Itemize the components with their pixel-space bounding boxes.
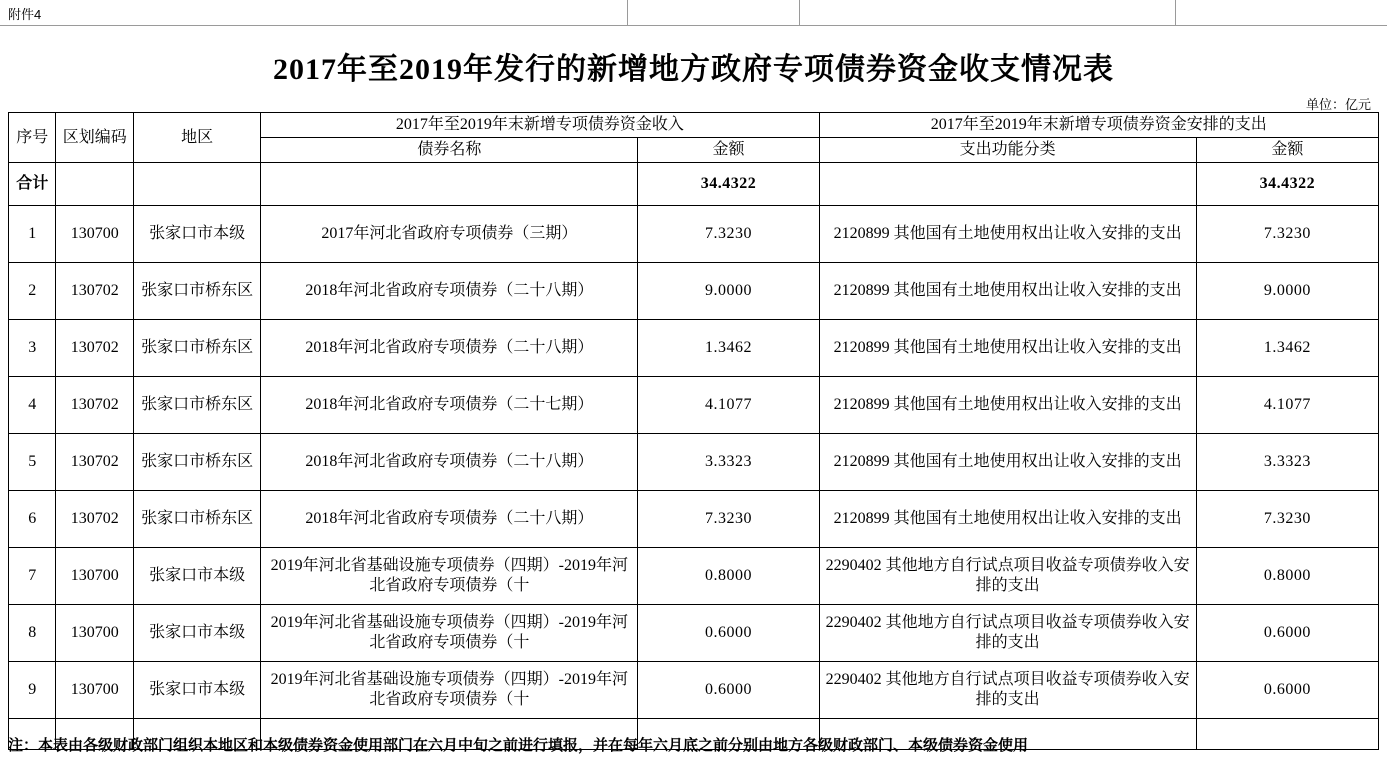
cell-code: 130702: [56, 320, 134, 377]
cell-seq: 8: [9, 605, 56, 662]
cell-code: 130700: [56, 662, 134, 719]
cell-seq: 4: [9, 377, 56, 434]
header-bond-name: 债券名称: [261, 138, 638, 163]
cell-bond-name: 2018年河北省政府专项债券（二十八期）: [261, 263, 638, 320]
cell-income-amount: 7.3230: [638, 206, 819, 263]
cell-income-amount: 0.6000: [638, 605, 819, 662]
cell-expense-amount: 9.0000: [1196, 263, 1378, 320]
cell-region: 张家口市桥东区: [134, 320, 261, 377]
cell-seq: 6: [9, 491, 56, 548]
cell-func-class: 2290402 其他地方自行试点项目收益专项债券收入安排的支出: [819, 548, 1196, 605]
cell-seq: 2: [9, 263, 56, 320]
cell-func-class: 2290402 其他地方自行试点项目收益专项债券收入安排的支出: [819, 605, 1196, 662]
table-row: [9, 377, 1379, 434]
total-code: [56, 163, 134, 206]
cell-expense-amount: 7.3230: [1196, 491, 1378, 548]
bond-funds-table: [8, 112, 1379, 750]
cell-income-amount: 0.8000: [638, 548, 819, 605]
cell-func-class: 2120899 其他国有土地使用权出让收入安排的支出: [819, 206, 1196, 263]
table-row: [9, 263, 1379, 320]
table-row: [9, 434, 1379, 491]
table-row: [9, 206, 1379, 263]
total-bond-name: [261, 163, 638, 206]
cell-seq: 3: [9, 320, 56, 377]
cell-func-class: 2290402 其他地方自行试点项目收益专项债券收入安排的支出: [819, 662, 1196, 719]
cell-bond-name: 2018年河北省政府专项债券（二十八期）: [261, 320, 638, 377]
cell-expense-amount: 0.6000: [1196, 662, 1378, 719]
cell-code: 130702: [56, 263, 134, 320]
total-income-amount: 34.4322: [638, 163, 819, 206]
header-expense-amount: 金额: [1196, 138, 1378, 163]
table-row: [9, 491, 1379, 548]
cell-func-class: 2120899 其他国有土地使用权出让收入安排的支出: [819, 491, 1196, 548]
cell-region: 张家口市本级: [134, 605, 261, 662]
cell-bond-name: 2018年河北省政府专项债券（二十八期）: [261, 491, 638, 548]
cell-expense-amount: 1.3462: [1196, 320, 1378, 377]
page-title: 2017年至2019年发行的新增地方政府专项债券资金收支情况表: [273, 53, 1114, 86]
cell-income-amount: 3.3323: [638, 434, 819, 491]
cell-region: 张家口市桥东区: [134, 263, 261, 320]
cell-expense-amount: 4.1077: [1196, 377, 1378, 434]
total-label: 合计: [9, 163, 56, 206]
cell-seq: 9: [9, 662, 56, 719]
cell-expense-amount: 0.6000: [1196, 605, 1378, 662]
table-row: [9, 548, 1379, 605]
cell-code: 130700: [56, 605, 134, 662]
cell-income-amount: 0.6000: [638, 662, 819, 719]
total-region: [134, 163, 261, 206]
cell-income-amount: 9.0000: [638, 263, 819, 320]
cell-bond-name: 2019年河北省基础设施专项债券（四期）-2019年河北省政府专项债券（十: [261, 548, 638, 605]
attachment-label: 附件4: [8, 7, 42, 22]
table-header: [9, 113, 1379, 163]
cell-expense-amount: 7.3230: [1196, 206, 1378, 263]
table-row: [9, 662, 1379, 719]
cell-bond-name: 2017年河北省政府专项债券（三期）: [261, 206, 638, 263]
cell-func-class: 2120899 其他国有土地使用权出让收入安排的支出: [819, 377, 1196, 434]
cell-func-class: 2120899 其他国有土地使用权出让收入安排的支出: [819, 263, 1196, 320]
cell-region: 张家口市桥东区: [134, 434, 261, 491]
cell-code: 130702: [56, 377, 134, 434]
total-expense-amount: 34.4322: [1196, 163, 1378, 206]
cell-seq: 5: [9, 434, 56, 491]
cell-region: 张家口市桥东区: [134, 377, 261, 434]
cell-region: 张家口市桥东区: [134, 491, 261, 548]
table-row: [9, 605, 1379, 662]
cell-seq: 1: [9, 206, 56, 263]
header-func-class: 支出功能分类: [819, 138, 1196, 163]
cell-expense-amount: 0.8000: [1196, 548, 1378, 605]
cell-expense-amount: 3.3323: [1196, 434, 1378, 491]
cell-bond-name: 2018年河北省政府专项债券（二十八期）: [261, 434, 638, 491]
cell-func-class: 2120899 其他国有土地使用权出让收入安排的支出: [819, 320, 1196, 377]
cell-region: 张家口市本级: [134, 548, 261, 605]
header-region: 地区: [134, 113, 261, 163]
spreadsheet-top-gridlines: [0, 0, 1387, 26]
cell-code: 130700: [56, 548, 134, 605]
cell-region: 张家口市本级: [134, 662, 261, 719]
header-expense-group: 2017年至2019年末新增专项债券资金安排的支出: [819, 113, 1378, 138]
cell-bond-name: 2019年河北省基础设施专项债券（四期）-2019年河北省政府专项债券（十: [261, 662, 638, 719]
cell-bond-name: 2018年河北省政府专项债券（二十七期）: [261, 377, 638, 434]
cell-seq: 7: [9, 548, 56, 605]
total-func-class: [819, 163, 1196, 206]
table-row-total: [9, 163, 1379, 206]
header-seq: 序号: [9, 113, 56, 163]
cell-income-amount: 4.1077: [638, 377, 819, 434]
unit-note: 单位：亿元: [1305, 97, 1371, 112]
cell-region: 张家口市本级: [134, 206, 261, 263]
cell-code: 130702: [56, 434, 134, 491]
cell-code: 130700: [56, 206, 134, 263]
table-body: [9, 163, 1379, 750]
cell-bond-name: 2019年河北省基础设施专项债券（四期）-2019年河北省政府专项债券（十: [261, 605, 638, 662]
cell-code: 130702: [56, 491, 134, 548]
cell-income-amount: 1.3462: [638, 320, 819, 377]
footer-note: 注：本表由各级财政部门组织本地区和本级债券资金使用部门在六月中旬之前进行填报，并在每年六月底之前分别由地方各级财政部门、本级债券资金使用: [8, 737, 1029, 754]
cell-func-class: 2120899 其他国有土地使用权出让收入安排的支出: [819, 434, 1196, 491]
header-income-amount: 金额: [638, 138, 819, 163]
header-income-group: 2017年至2019年末新增专项债券资金收入: [261, 113, 819, 138]
table-row: [9, 320, 1379, 377]
header-code: 区划编码: [56, 113, 134, 163]
cell-income-amount: 7.3230: [638, 491, 819, 548]
